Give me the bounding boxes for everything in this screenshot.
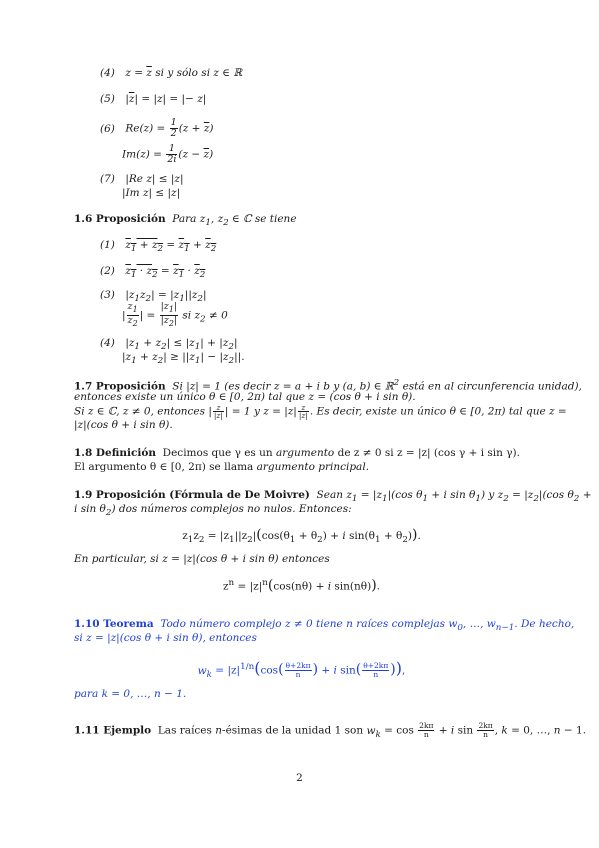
item-label: (4) (100, 67, 115, 79)
page-number: 2 (296, 772, 303, 784)
item-5: (5) $|\overline{z}| = |z|$ = |− z| (100, 93, 207, 105)
prop-1-6-item-4: (4) $|z_1 + z_2| \le |z_1| + |z_2|$ $|z_1 + z_2| \ge ||z_1| - |z_2||$. (100, 337, 245, 367)
item-7: (7) |Re z| ≤ |z| |Im z| ≤ |z| (100, 173, 184, 199)
prop-1-6-item-2: (2) $z_1 \cdot z_2 = z_1 \cdot z_2$ (100, 265, 206, 281)
item-label: (7) (100, 173, 115, 185)
item-4: (4) $z = \overline{z}$ si y sólo si z ∈ ℝ (100, 67, 243, 79)
def-heading: 1.8 Definición (74, 447, 156, 459)
theorem-heading: 1.10 Teorema (74, 618, 154, 630)
item-6: (6) Re(z) = $\frac{1}{2}$ $(z + \overline{z})$ Im(z) = $\frac{1}{2i}$ $(z - \overline{z})$ (100, 117, 214, 165)
prop-heading: 1.9 Proposición (Fórmula de De Moivre) (74, 489, 310, 501)
item-label: (6) (100, 122, 115, 135)
item-label: (3) (100, 289, 115, 301)
prop-1-6-item-1: (1) $z_1 + z_2 = z_1 + z_2$ (100, 239, 217, 255)
prop-1-9: 1.9 Proposición (Fórmula de De Moivre) Sean $z_1 = |z_1|(\cos$ $\theta_1 + i$ $\sin \theta_1$) y $z_2 = |z_2|(\cos$ $\theta_2$ + i $\sin \theta_2$) dos números complejos no nulos. Entonces: $z_1z_2 = |z_1||z_2|(\cos(\theta_1 + \theta_2) + i$ $\sin(\theta_1 + \theta_2)$). En particular, si z = |z|(cos θ + i sin θ) entonces $z^n = |z|^n(\cos(n\theta) + i$ sin(nθ)). (74, 489, 592, 594)
item-label: (4) (100, 337, 115, 349)
item-label: (2) (100, 265, 115, 277)
equation-de-moivre-product: $z_1z_2 = |z_1||z_2|(\cos(\theta_1 + \theta_2) + i$ $\sin(\theta_1 + \theta_2)$). (182, 527, 421, 546)
item-label: (1) (100, 239, 115, 251)
example-1-11: 1.11 Ejemplo Las raíces n-ésimas de la unidad 1 son $w_k = \cos$ $\frac{2k\pi}{n}$ + i sin $\frac{2k\pi}{n}$ , k = 0, …, n − 1. (74, 721, 587, 740)
prop-heading: 1.7 Proposición (74, 380, 166, 393)
prop-heading: 1.6 Proposición (74, 213, 166, 225)
def-1-8: 1.8 Definición Decimos que γ es un argumento de z ≠ 0 si z = |z| (cos γ + i sin γ). El argumento θ ∈ [0, 2π) se llama argumento principal. (74, 447, 520, 473)
equation-nth-roots: $w_k = |z|^{1/n}(\cos$( $\frac{\theta+2k\pi}{n}$ ) + i sin( $\frac{\theta+2k\pi}{n}$ )), (197, 658, 406, 680)
prop-1-6-item-3: (3) $|z_1z_2| = |z_1||z_2|$ | $\frac{z_1}{z_2}$ | = $\frac{|z_1|}{|z_2|}$ si $z_2 \ne 0$ (100, 289, 228, 328)
prop-1-6: 1.6 Proposición Para $z_1$, $z_2$ ∈ ℂ se tiene (74, 213, 297, 229)
equation-de-moivre-power: $z^n = |z|^n(\cos(n\theta) + i$ sin(nθ)). (222, 577, 381, 594)
example-heading: 1.11 Ejemplo (74, 724, 152, 737)
item-label: (5) (100, 93, 115, 105)
prop-1-7: 1.7 Proposición Si |z| = 1 (es decir z = a + i b y (a, b) ∈ ℝ$^2$ está en al circunferencia unidad), entonces existe un único θ ∈ [0, 2π) tal que z = (cos θ + i sin θ). Si z ∈ ℂ, z ≠ 0, entonces | $\frac{z}{|z|}$ | = 1 y z = |z| $\frac{z}{|z|}$ . Es decir, existe un único θ ∈ [0, 2π) tal que z = |z|(cos θ + i sin θ). (74, 378, 582, 431)
theorem-1-10: 1.10 Teorema Todo número complejo z ≠ 0 tiene n raíces complejas $w_0$, …, $w_{n-1}$. De hecho, si z = |z|(cos θ + i sin θ), entonces $w_k = |z|^{1/n}(\cos$( $\frac{\theta+2k\pi}{n}$ ) + i sin( $\frac{\theta+2k\pi}{n}$ )), para k = 0, …, n − 1. (74, 618, 575, 700)
